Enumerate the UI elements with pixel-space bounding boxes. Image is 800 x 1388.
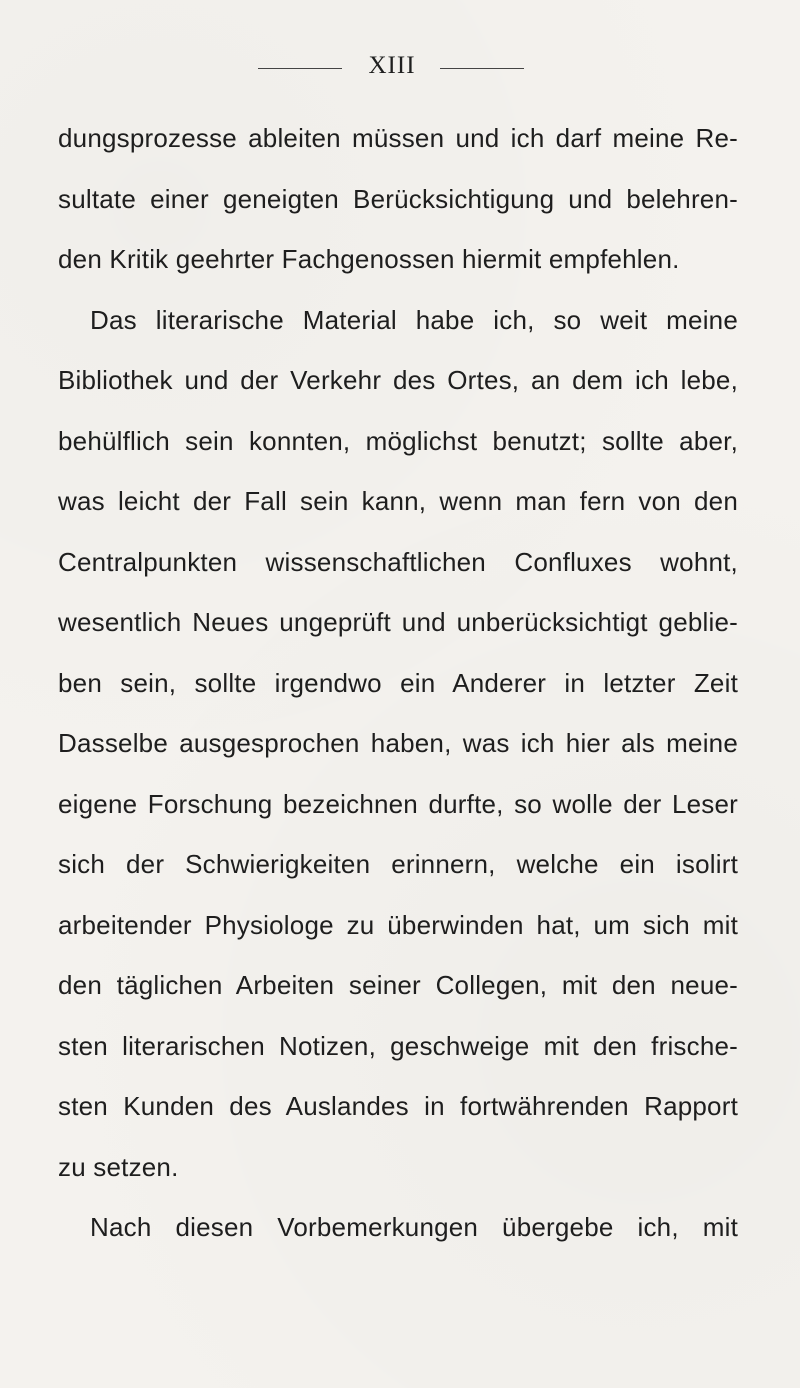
- text-line: Centralpunkten wissenschaftlichen Confluxes wohnt,: [58, 546, 738, 577]
- text-line: Bibliothek und der Verkehr des Ortes, an dem ich lebe,: [58, 365, 738, 395]
- text-line: zu setzen.: [58, 1151, 179, 1182]
- text-line: wesentlich Neues ungeprüft und unberücksichtigt geblie-: [58, 607, 738, 637]
- text-line: den Kritik geehrter Fachgenossen hiermit empfehlen.: [58, 244, 680, 274]
- header-rule-left: [258, 68, 342, 69]
- text-line: eigene Forschung bezeichnen durfte, so wolle der Leser: [58, 788, 738, 819]
- text-line: Das literarische Material habe ich, so weit meine: [90, 304, 738, 335]
- page-number: XIII: [368, 52, 416, 79]
- text-line: sten literarischen Notizen, geschweige mit den frische-: [58, 1030, 738, 1061]
- text-line: ben sein, sollte irgendwo ein Anderer in letzter Zeit: [58, 667, 738, 698]
- text-line: dungsprozesse ableiten müssen und ich darf meine Re-: [58, 123, 738, 153]
- text-line: sich der Schwierigkeiten erinnern, welche ein isolirt: [58, 849, 738, 879]
- header-rule-right: [440, 68, 524, 69]
- body-text: [58, 108, 738, 1258]
- text-line: sultate einer geneigten Berücksichtigung und belehren-: [58, 183, 738, 214]
- text-line: sten Kunden des Auslandes in fortwährenden Rapport: [58, 1091, 738, 1121]
- text-line: was leicht der Fall sein kann, wenn man fern von den: [58, 486, 738, 516]
- page-header: [0, 52, 800, 82]
- text-line: Dasselbe ausgesprochen haben, was ich hier als meine: [58, 728, 738, 758]
- text-line: Nach diesen Vorbemerkungen übergebe ich, mit: [90, 1212, 738, 1242]
- text-line: behülflich sein konnten, möglichst benutzt; sollte aber,: [58, 425, 738, 456]
- text-line: arbeitender Physiologe zu überwinden hat, um sich mit: [58, 909, 738, 940]
- text-line: den täglichen Arbeiten seiner Collegen, mit den neue-: [58, 970, 738, 1000]
